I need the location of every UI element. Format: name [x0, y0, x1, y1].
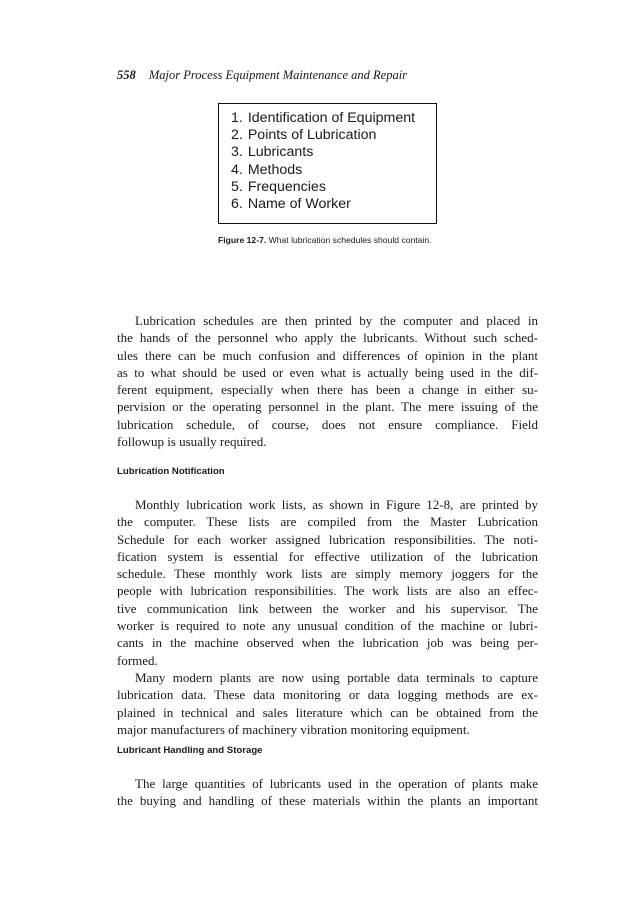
running-title: Major Process Equipment Maintenance and Repair	[148, 68, 408, 82]
paragraph-handling: The large quantities of lubricants used in the operation of plants make the buying and handling of these materials within the plants an important	[117, 776, 538, 809]
section-heading-lubricant-handling: Lubricant Handling and Storage	[117, 745, 263, 756]
running-header	[117, 68, 407, 83]
list-item: 5. Frequencies	[231, 178, 326, 195]
section-heading-lubrication-notification: Lubrication Notification	[117, 466, 225, 477]
lubrication-schedule-contents-list	[231, 110, 436, 213]
list-item: 3. Lubricants	[231, 144, 314, 161]
page-number: 558	[117, 68, 136, 82]
list-item: 2. Points of Lubrication	[231, 127, 377, 144]
paragraph-schedules: Lubrication schedules are then printed by the computer and placed in the hands of the personnel who apply the lubricants. Without such sched- ules there can be much confusion and differences of opinion in the plant as to what should be used or even what is actually being used in the dif- ferent equipment, especially when there has been a change in either su- pervision or the operating personnel in the plant. The mere issuing of the lubrication schedule, of course, does not ensure compliance. Field followup is usually required.	[117, 313, 538, 450]
list-item: 4. Methods	[231, 161, 303, 178]
list-item: 1. Identification of Equipment	[231, 110, 416, 126]
figure-caption	[218, 235, 432, 245]
paragraph-work-lists: Monthly lubrication work lists, as shown in Figure 12-8, are printed by the computer. These lists are compiled from the Master Lubrication Schedule for each worker assigned lubrication responsibilities. The noti- fication system is essential for effective utilization of the lubrication schedule. These monthly work lists are simply memory joggers for the people with lubrication responsibilities. The work lists are also an effec- tive communication link between the worker and his supervisor. The worker is required to note any unusual condition of the machine or lubri- cants in the machine observed when the lubrication job was being per- formed.	[117, 497, 538, 668]
figure-12-7-box	[218, 103, 437, 224]
list-item: 6. Name of Worker	[231, 196, 351, 213]
paragraph-data-terminals: Many modern plants are now using portable data terminals to capture lubrication data. These data monitoring or data logging methods are ex- plained in technical and sales literature which can be obtained from the major manufacturers of machinery vibration monitoring equipment.	[117, 670, 538, 737]
figure-caption-text: What lubrication schedules should contain.	[268, 235, 432, 245]
figure-caption-label: Figure 12-7.	[218, 235, 267, 245]
